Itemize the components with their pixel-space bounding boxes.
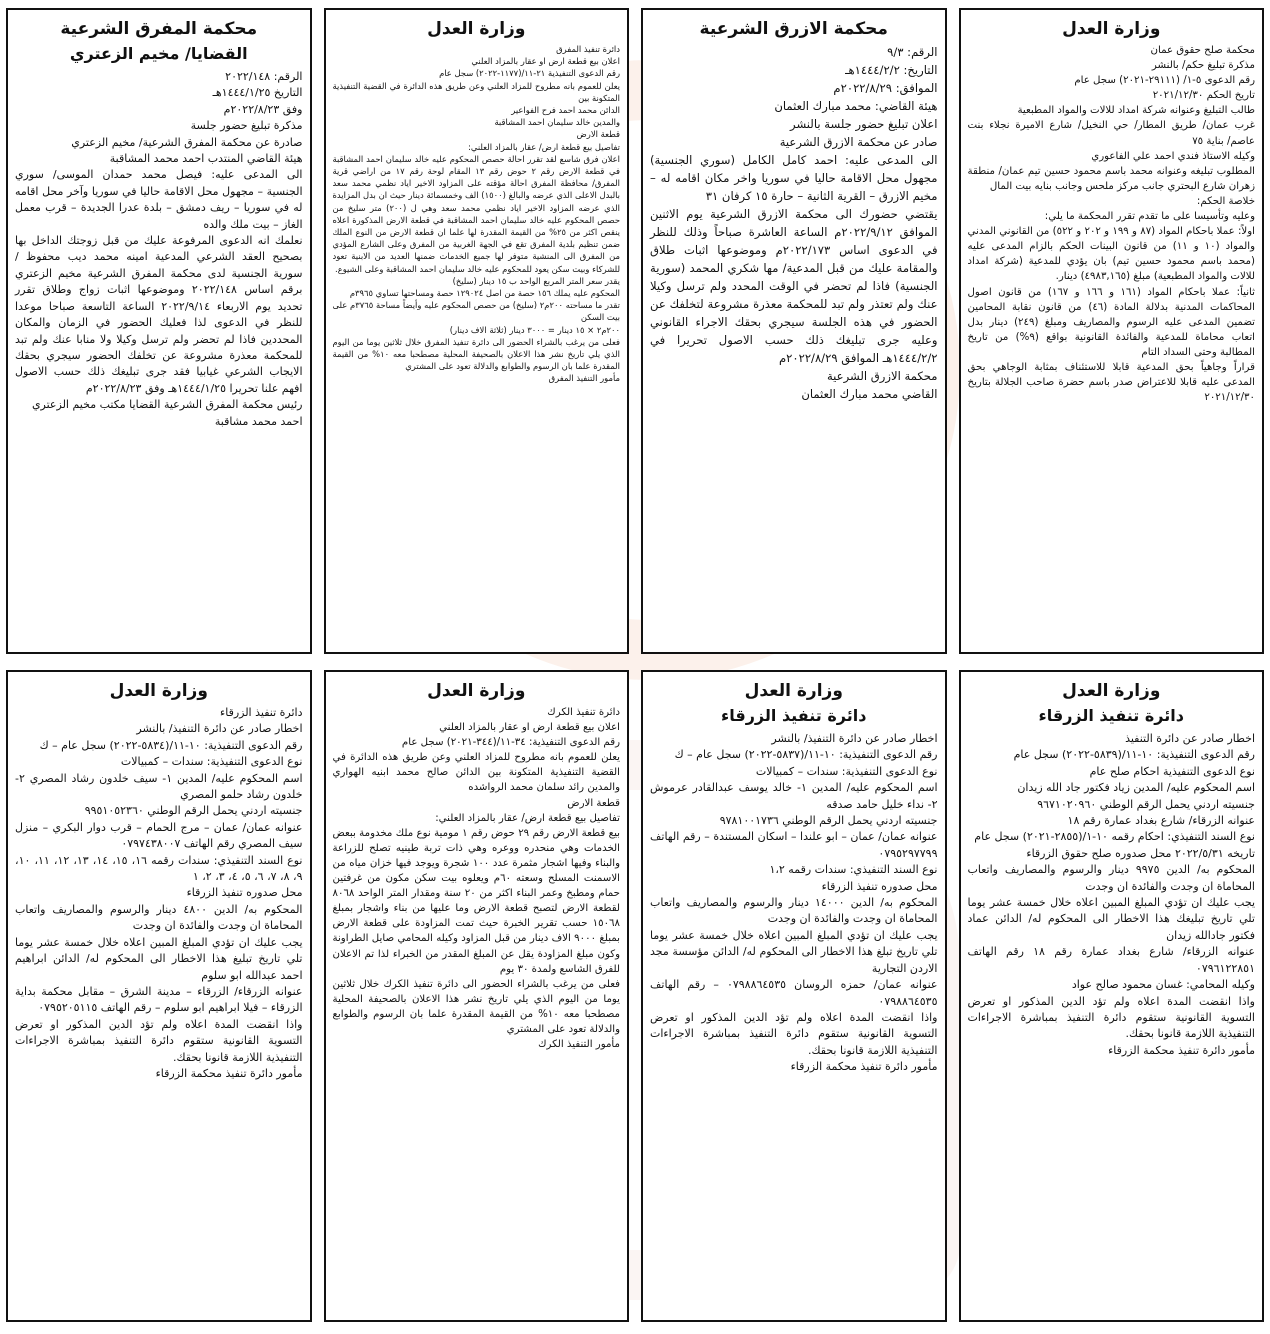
notice-paragraph: مأمور دائرة تنفيذ محكمة الزرقاء xyxy=(155,1066,303,1080)
notice-paragraph: طالب التبليغ وعنوانه شركة امداد للالات والمواد المطبعية xyxy=(1017,105,1255,117)
notice-paragraph: اخطار صادر عن دائرة التنفيذ/ بالنشر xyxy=(136,722,303,736)
notice-paragraph: نوع الدعوى التنفيذية: سندات – كمبيالات xyxy=(755,764,938,778)
notice-subtitle: القضايا/ مخيم الزعتري xyxy=(69,44,248,63)
notice-paragraph: رقم الدعوى ٥-١/ (٢٩١١١-٢٠٢١) سجل عام xyxy=(1074,75,1255,87)
notice-paragraph: خلاصة الحكم: xyxy=(1196,195,1255,207)
notice-paragraph: الرقم: ٩/٣ xyxy=(887,45,938,59)
notice-paragraph: فعلى من يرغب بالشراء الحضور الى دائرة تنفيذ الكرك خلال ثلاثين يوما من اليوم الذي يلي تاريخ نشر هذا الاعلان بالصحيفة المحلية مصطحبا معه ١٠% من القيمة المقدرة علما بان الرسوم والطوابع والدلالة تعود على المشتري xyxy=(332,978,621,1035)
notice-paragraph: هيئة القاضي: محمد مبارك العثمان xyxy=(774,99,938,113)
notice-paragraph: عنوانه عمان/ عمان – ابو علندا – اسكان المستندة – رقم الهاتف ٠٧٩٥٢٩٧٧٩٩ xyxy=(650,830,938,860)
notices-grid xyxy=(6,8,1264,1326)
notice-paragraph: صادرة عن محكمة المفرق الشرعية/ مخيم الزعتري xyxy=(71,135,303,149)
notice-paragraph: هيئة القاضي المنتدب احمد محمد المشاقبة xyxy=(109,152,303,166)
notice-paragraph: رئيس محكمة المفرق الشرعية القضايا مكتب مخيم الزعتري xyxy=(31,398,303,412)
notice-zarqa-execution-5837 xyxy=(641,670,947,1322)
notice-paragraph: المحكوم به/ الدين ١٤٠٠٠ دينار والرسوم والمصاريف واتعاب المحاماة ان وجدت والفائدة ان وجدت xyxy=(650,896,938,926)
notice-paragraph: اخطار صادر عن دائرة التنفيذ xyxy=(1125,732,1255,745)
notice-paragraph: يقتضي حضورك الى محكمة الازرق الشرعية يوم الاثنين الموافق ٢٠٢٢/٩/١٢م الساعة العاشرة صباحاً وذلك للنظر في الدعوى اساس ٢٠٢٢/١٧٣م وموضوعها اثبات طلاق والمقامة عليك من قبل المدعية/ مها شكري المحمد (سورية الجنسية) فاذا لم تحضر في الوقت المحدد ولم ترسل وكيلا عنك ولم تعتذر ولم تبد للمحكمة معذرة مشروعة لتخلفك عن الحضور في هذه الجلسة سيجري بحقك الاجراء القانوني وعليه جرى تبليغك ذلك حسب الاصول تحريرا في ١٤٤٤/٢/٢هـ الموافق ٢٠٢٢/٨/٢٩م xyxy=(650,207,938,365)
notice-zarqa-execution-5834 xyxy=(6,670,312,1322)
notice-paragraph: عنوانه الزرقاء/ شارع بغداد عمارة رقم ١٨ رقم الهاتف ٠٧٩٦١٢٢٨٥١ xyxy=(967,945,1255,975)
notice-paragraph: نوع السند التنفيذي: سندات رقمه ١٦، ١٥، ١٤، ١٣، ١٢، ١١، ١٠، ٩، ٨، ٧، ٦، ٥، ٤، ٣، ٢، ١ xyxy=(15,853,303,884)
notice-title: وزارة العدل xyxy=(1062,19,1161,39)
notice-paragraph: رقم الدعوى التنفيذية: ١٠-١١/(٥٨٣٧-٢٠٢٢) سجل عام – ك xyxy=(674,748,938,762)
notice-title: وزارة العدل xyxy=(744,681,843,701)
notice-paragraph: والمدين خالد سليمان احمد المشاقبة xyxy=(494,117,620,128)
notice-paragraph: التاريخ: ١٤٤٤/٢/٢هـ xyxy=(845,63,938,77)
notice-paragraph: تاريخه ٢٠٢٢/٥/٣١ محل صدوره صلح حقوق الزرقاء xyxy=(1026,846,1255,860)
notice-paragraph: يجب عليك ان تؤدي المبلغ المبين اعلاه خلال خمسة عشر يوما تلي تاريخ تبلغ هذا الاخطار الى المحكوم له/ الدائن مؤسسة مجد الاردن التجارية xyxy=(650,928,938,975)
notice-paragraph: تقدر ما مساحته ٢٠٠م٢ (سليخ) من حصص المحكوم عليه وأيضاً مساحة ٣٧٦٥م على بيت السكن xyxy=(332,300,620,323)
notice-paragraph: وفق ٢٠٢٢/٨/٢٣م xyxy=(223,102,303,116)
notice-justice-amman-judgment xyxy=(959,8,1265,654)
notice-paragraph: جنسيته اردني يحمل الرقم الوطني ٩٩٥١٠٥٢٣٦٠ xyxy=(84,804,303,818)
notice-paragraph: مأمور دائرة تنفيذ محكمة الزرقاء xyxy=(1108,1043,1255,1057)
notice-paragraph: مأمور التنفيذ المفرق xyxy=(548,373,620,384)
notice-paragraph: تفاصيل بيع قطعة ارض/ عقار بالمزاد العلني: xyxy=(435,812,620,824)
notice-mafraq-sharia-zaatari xyxy=(6,8,312,654)
notice-paragraph: واذا انقضت المدة اعلاه ولم تؤد الدين المذكور او تعرض التسوية القانونية ستقوم دائرة التنفيذ بمباشرة الاجراءات التنفيذية اللازمة قانونا بحقك. xyxy=(650,1010,938,1057)
notice-paragraph: عنوانه عمان/ عمان – مرج الحمام – قرب دوار البكري – منزل سيف المصري رقم الهاتف ٠٧٩٧٤٣٨٠٠٧ xyxy=(15,820,303,851)
notice-paragraph: مذكرة تبليغ حضور جلسة xyxy=(190,119,303,133)
notice-paragraph: محل صدوره تنفيذ الزرقاء xyxy=(186,886,303,900)
notice-paragraph: يعلن للعموم بانه مطروح للمزاد العلني وعن طريق هذه الدائرة في القضية التنفيذية المتكونة بين الدائن صالح محمد ابنيه الهواري والمدين رائد سلمان محمد الرواشده xyxy=(332,752,620,794)
notice-azraq-sharia-court xyxy=(641,8,947,654)
notice-paragraph: اسم المحكوم عليه/ المدين ١- خالد يوسف عبدالقادر عرموش ٢- نداء خليل حامد صدقه xyxy=(650,781,938,811)
notice-paragraph: نعلمك انه الدعوى المرفوعة عليك من قبل زوجتك الداخل بها بصحيح العقد الشرعي المدعية امينه محمد ديب محفوظ / سورية الجنسية لدى محكمة المفرق الشرعية مخيم الزعتري برقم اساس ٢٠٢٢/١٤٨ وموضوعها اثبات زواج وطلاق تقرر تحديد يوم الاربعاء ٢٠٢٢/٩/١٤ الساعة التاسعة صباحا موعدا للنظر في الدعوى لذا فعليك الحضور في الزمان والمكان المحددين فاذا لم تحضر ولم ترسل وكيلا ولا منابا عنك ولم تبد للمحكمة معذرة مشروعة عن تخلفك الحضور سيجري بحقك الايجاب الشرعي غيابيا فقد جرى تبليغك ذلك حسب الاصول افهم علنا تحريرا ١٤٤٤/١/٢٥هـ وفق ٢٠٢٢/٨/٢٣م xyxy=(15,234,303,395)
notice-paragraph: دائرة تنفيذ الزرقاء xyxy=(220,706,303,719)
notice-paragraph: واذا انقضت المدة اعلاه ولم تؤد الدين المذكور او تعرض التسوية القانونية ستقوم دائرة التنفيذ بمباشرة الاجراءات التنفيذية اللازمة قانونا بحقك. xyxy=(967,994,1255,1041)
notice-paragraph: تفاصيل بيع قطعة ارض/ عقار بالمزاد العلني: xyxy=(468,141,620,152)
notice-paragraph: اسم المحكوم عليه/ المدين زياد فكتور جاد الله زيدان xyxy=(1017,781,1255,795)
notice-paragraph: دائرة تنفيذ المفرق xyxy=(556,44,620,54)
notice-paragraph: ثانياً: عملا باحكام المواد (١٦١ و ١٦٦ و ١٦٧) من قانون اصول المحاكمات المدنية بدلالة المادة (٤٦) من قانون نقابة المحامين تضمين المدعى عليه الرسوم والمصاريف ومبلغ (٢٤٩) دينار بدل اتعاب محاماة للمدعية والفائدة القانونية بواقع (٩%) من تاريخ المطالبة وحتى السداد التام xyxy=(967,286,1255,358)
notice-paragraph: رقم الدعوى التنفيذية: ١٠-١١/(٥٨٣٩-٢٠٢٢) سجل عام xyxy=(1013,748,1255,762)
notice-paragraph: قراراً وجاهياً بحق المدعية قابلا للاستئناف بمثابة الوجاهي بحق المدعى عليه قابلا للاعتراض صدر باسم حضرة صاحب الجلالة بتاريخ ٢٠٢١/١٢/٣٠ xyxy=(967,361,1255,404)
notice-paragraph: اعلان فرق شاسع لقد تقرر احالة حصص المحكوم عليه خالد سليمان احمد المشاقبة في قطعة الارض رقم ٢ حوض رقم ١٣ المقام لوحة رقم ١٧ من اراضي قرية المفرق/ محافظة المفرق احالة مؤقته على المزاود الاخير اياد نظمي محمد سعد بالبدل الاعلى الذي عرضه والبالغ (١٥٠٠) الف وخمسمائة دينار حيث ان بدل المزايدة الذي عرضه المزاود الاخير اياد نظمي محمد سعد وهي ل (٢٠٠) متر سليخ من حصص المحكوم عليه خالد سليمان احمد المشاقبة في قطعة الارض المذكورة اعلاه ينقص اكثر من ٢٥% من القيمة المقدرة لها علما ان قطعة الارض من النوع الملك ضمن تنظيم بلدية المفرق تقع في الجهة الغربية من المفرق وعلى الشارع المؤدي من المفرق الى المنشية متوفر لها جميع الخدمات ضمنها العديد من الابنية تعود للشركاء وبيت سكن يعود للمحكوم عليه خالد سليمان احمد المشاقبة وعلى الشيوع. xyxy=(332,153,621,274)
notice-title: محكمة المفرق الشرعية xyxy=(60,19,258,39)
notice-paragraph: مأمور التنفيذ الكرك xyxy=(538,1039,620,1051)
notice-paragraph: قطعة الارض xyxy=(576,129,620,140)
notice-paragraph: اعلان بيع قطعة ارض او عقار بالمزاد العلني xyxy=(439,722,620,734)
notice-paragraph: وكيله الاستاذ فندي احمد علي الفاعوري xyxy=(1091,150,1255,162)
notice-paragraph: نوع الدعوى التنفيذية احكام صلح عام xyxy=(1089,764,1255,778)
notice-paragraph: احمد محمد مشاقبة xyxy=(214,414,303,428)
notice-paragraph: الى المدعى عليه: احمد كامل الكامل (سوري الجنسية) مجهول محل الاقامة حاليا في سوريا واخر مكان اقامه له – مخيم الازرق – القرية الثانية – حارة ١٥ كرفان ٣١ xyxy=(650,153,938,203)
notice-paragraph: يقدر سعر المتر المربع الواحد ب ١٥ دينار (سليخ) xyxy=(452,275,620,286)
notice-paragraph: عنوانه الزرقاء/ الزرقاء – مدينة الشرق – مقابل محكمة بداية الزرقاء – فيلا ابراهيم ابو سلوم – رقم الهاتف ٠٧٩٥٢٠٥١١٥ xyxy=(15,984,303,1015)
notice-paragraph: يعلن للعموم بانه مطروح للمزاد العلني وعن طريق هذه الدائرة في القضية التنفيذية المتكونة بين xyxy=(332,80,620,103)
notice-paragraph: رقم الدعوى التنفيذية ٢١-١١/(١١٧٧-٢٠٢٢) سجل عام xyxy=(439,68,620,79)
notice-paragraph: نوع السند التنفيذي: احكام رقمه ١٠-١/(٢٨٥٥-٢٠٢١) سجل عام xyxy=(974,830,1255,844)
notice-paragraph: بيع قطعة الارض رقم ٢٩ حوض رقم ١ مومية نوع ملك مخدومة ببعض الخدمات وهي منحدره ووعره وهي ذات تربة طينيه تصلح للزراعة والبناء وفيها اشجار مثمرة عدد ١٠٠ شجرة ويوجد فيها خزان مياه من الاسمنت المسلح وسعته ٦٠م ويعلوه بيت سكن مكون من غرفتين حمام ومطبخ وعمر البناء اكثر من ٢٠ سنة ومقدار المتر الواحد ٨٠٦٨ لقطعة الارض لتصبح قطعة الارض وما عليها من بناء واشجار بمبلغ ١٥٠٦٨ حسب تقرير الخبرة حيث تمت المزاودة على قطعة الارض بمبلغ ٩٠٠٠ الاف دينار من قبل المزاود وكيله المحامي صايل الطراونة وكون مبلغ المزاودة يقل عن المبلغ المقدر من الخبراء لذا تم الاعلان للفرق الشاسع ولمدة ٣٠ يوم xyxy=(332,827,621,975)
notice-paragraph: دائرة تنفيذ الكرك xyxy=(547,707,620,718)
notice-paragraph: وكيله المحامي: غسان محمود صالح عواد xyxy=(1071,978,1255,992)
notice-paragraph: محل صدوره تنفيذ الزرقاء xyxy=(821,879,938,893)
notice-paragraph: الى المدعى عليه: فيصل محمد حمدان الموسى/ سوري الجنسية – مجهول محل الاقامة حاليا في سوريا وآخر محل اقامه له في سوريا – ريف دمشق – بلدة عدرا الجديدة – قرب معمل الغاز – بيت ملك والده xyxy=(15,168,303,231)
notice-paragraph: يجب عليك ان تؤدي المبلغ المبين اعلاه خلال خمسة عشر يوما تلي تاريخ تبليغ هذا الاخطار الى المحكوم له/ الدائن ابراهيم احمد عبدالله ابو سلوم xyxy=(15,935,303,982)
notice-paragraph: فعلى من يرغب بالشراء الحضور الى دائرة تنفيذ المفرق خلال ثلاثين يوما من اليوم الذي يلي تاريخ نشر هذا الاعلان بالصحيفة المحلية مصطحبا معه ١٠% من القيمة المقدرة علما بان الرسوم والطوابع والدلالة تعود على المشتري xyxy=(332,336,621,372)
notice-paragraph: المحكوم عليه يملك ١٥٦ حصة من اصل ١٢٩٠٢٤ حصة ومساحتها تساوي ٣٩٦٥م xyxy=(349,288,620,299)
notice-paragraph: المطلوب تبليغه وعنوانه محمد باسم محمود حسين تيم عمان/ منطقة زهران شارع البحتري جانب مركز ملحس وجانب بنايه بيت المال xyxy=(967,165,1255,192)
notice-paragraph: وعليه وتأسيسا على ما تقدم تقرر المحكمة ما يلي: xyxy=(1044,211,1255,223)
notice-paragraph: رقم الدعوى التنفيذية: ١٠-١١/(٥٨٣٤-٢٠٢٢) سجل عام – ك xyxy=(39,738,303,752)
notice-zarqa-execution-5839 xyxy=(959,670,1265,1322)
notice-paragraph: جنسيته اردني يحمل الرقم الوطني ٩٧٨١٠٠١٧٣٦ xyxy=(719,814,938,828)
notice-paragraph: الموافق: ٢٠٢٢/٨/٢٩م xyxy=(833,81,938,95)
notice-title: وزارة العدل xyxy=(427,19,526,39)
notice-title: وزارة العدل xyxy=(1062,681,1161,701)
notice-paragraph: مذكرة تبليغ حكم/ بالنشر xyxy=(1151,60,1255,72)
notice-paragraph: غرب عمان/ طريق المطار/ حي النخيل/ شارع الاميرة نجلاء بنت عاصم/ بناية ٧٥ xyxy=(967,120,1255,147)
notice-title: محكمة الازرق الشرعية xyxy=(699,19,888,39)
notice-paragraph: يجب عليك ان تؤدي المبلغ المبين اعلاه خلال خمسة عشر يوما تلي تاريخ تبليغك هذا الاخطار الى المحكوم له/ الدائن عماد فكتور جادالله زيدان xyxy=(967,896,1255,942)
notice-paragraph: نوع الدعوى التنفيذية: سندات – كمبيالات xyxy=(120,755,303,769)
notice-paragraph: القاضي محمد مبارك العثمان xyxy=(801,387,938,401)
notice-karak-land-auction xyxy=(324,670,630,1322)
notice-paragraph: اولاً: عملا باحكام المواد (٨٧ و ١٩٩ و ٢٠٢ و ٥٢٢) من القانوني المدني والمواد (١٠ و ١١) من قانون البينات الحكم بالزام المدعى عليه (محمد باسم محمود حسين تيم) بان يؤدي للمدعية (شركة امداد للالات والمواد المطبعية) مبلغ (٤٩٨٣,١٦٥) دينار. xyxy=(967,226,1255,283)
notice-paragraph: اعلان تبليغ حضور جلسة بالنشر xyxy=(790,117,938,131)
notice-paragraph: محكمة الازرق الشرعية xyxy=(826,369,938,383)
notice-paragraph: واذا انقضت المدة اعلاه ولم تؤد الدين المذكور او تعرض التسوية القانونية ستقوم دائرة التنفيذ بمباشرة الاجراءات التنفيذية اللازمة قانونا بحقك. xyxy=(15,1017,303,1064)
notice-subtitle: دائرة تنفيذ الزرقاء xyxy=(721,706,867,725)
notice-paragraph: رقم الدعوى التنفيذية: ٣٤-١١/(٣٤٤-٢٠٢١) سجل عام xyxy=(401,737,620,749)
notice-paragraph: الرقم: ٢٠٢٢/١٤٨ xyxy=(225,70,303,83)
notice-paragraph: محكمة صلح حقوق عمان xyxy=(1150,45,1255,56)
notice-paragraph: ٢٠٠م٢ × ١٥ دينار = ٣٠٠٠ دينار (ثلاثة الاف دينار) xyxy=(449,324,620,335)
notice-paragraph: مأمور دائرة تنفيذ محكمة الزرقاء xyxy=(790,1060,938,1074)
notice-paragraph: صادر عن محكمة الازرق الشرعية xyxy=(779,135,938,149)
notice-paragraph: جنسيته اردني يحمل الرقم الوطني ٩٦٧١٠٢٠٩٦٠ xyxy=(1037,797,1255,811)
notice-paragraph: قطعة الارض xyxy=(567,797,620,809)
notice-title: وزارة العدل xyxy=(427,681,526,701)
notice-paragraph: اعلان بيع قطعة ارض او عقار بالمزاد العلني xyxy=(471,56,620,67)
notice-subtitle: دائرة تنفيذ الزرقاء xyxy=(1038,706,1184,725)
notice-mafraq-land-auction xyxy=(324,8,630,654)
notice-paragraph: المحكوم به/ الدين ٩٩٧٥ دينار والرسوم والمصاريف واتعاب المحاماة ان وجدت والفائدة ان وجدت xyxy=(967,863,1255,893)
notice-paragraph: تاريخ الحكم ٢٠٢١/١٢/٣٠ xyxy=(1152,90,1255,102)
notice-paragraph: المحكوم به/ الدين ٤٨٠٠ دينار والرسوم والمصاريف واتعاب المحاماة ان وجدت والفائدة ان وجدت xyxy=(15,902,303,933)
notice-paragraph: اسم المحكوم عليه/ المدين ١- سيف خلدون رشاد المصري ٢- خلدون رشاد حلمو المصري xyxy=(15,771,303,802)
notice-paragraph: عنوانه الزرقاء/ شارع بغداد عمارة رقم ١٨ xyxy=(1067,814,1255,828)
notice-paragraph: عنوانه عمان/ حمزه الروسان ٠٧٩٨٨٦٤٥٣٥ – رقم الهاتف ٠٧٩٨٨٦٤٥٣٥ xyxy=(650,978,938,1008)
notice-paragraph: التاريخ ١٤٤٤/١/٢٥هـ xyxy=(212,86,303,100)
notice-title: وزارة العدل xyxy=(109,681,208,701)
notice-paragraph: اخطار صادر عن دائرة التنفيذ/ بالنشر xyxy=(771,732,938,745)
notice-paragraph: نوع السند التنفيذي: سندات رقمه ١،٢ xyxy=(769,863,938,877)
notice-paragraph: الدائن محمد احمد فرح الفواعير xyxy=(511,105,620,116)
